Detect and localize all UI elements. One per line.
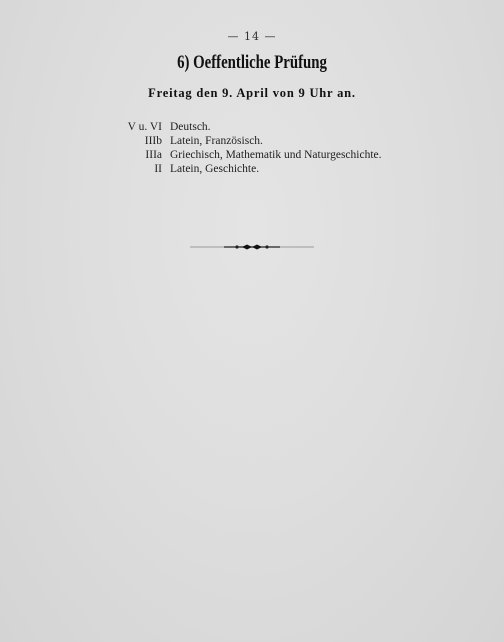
class-label: II <box>154 163 162 175</box>
section-title: 6) Oeffentliche Prüfung <box>177 52 327 73</box>
decorative-rule-ornament-icon <box>190 242 314 252</box>
subjects-text: Deutsch. <box>170 121 211 133</box>
subjects-text: Latein, Geschichte. <box>170 163 260 175</box>
subjects-text: Griechisch, Mathematik und Naturgeschichte. <box>170 149 382 161</box>
page-number: — 14 — <box>227 30 277 43</box>
schedule-row <box>118 148 448 162</box>
exam-schedule <box>118 120 448 176</box>
class-label: V u. VI <box>127 121 162 133</box>
class-label: IIIa <box>145 149 162 161</box>
exam-date-line: Freitag den 9. April von 9 Uhr an. <box>148 86 356 100</box>
schedule-row <box>118 120 448 134</box>
schedule-row <box>118 162 448 176</box>
subjects-text: Latein, Französisch. <box>170 135 263 147</box>
schedule-row <box>118 134 448 148</box>
class-label: IIIb <box>144 135 162 147</box>
